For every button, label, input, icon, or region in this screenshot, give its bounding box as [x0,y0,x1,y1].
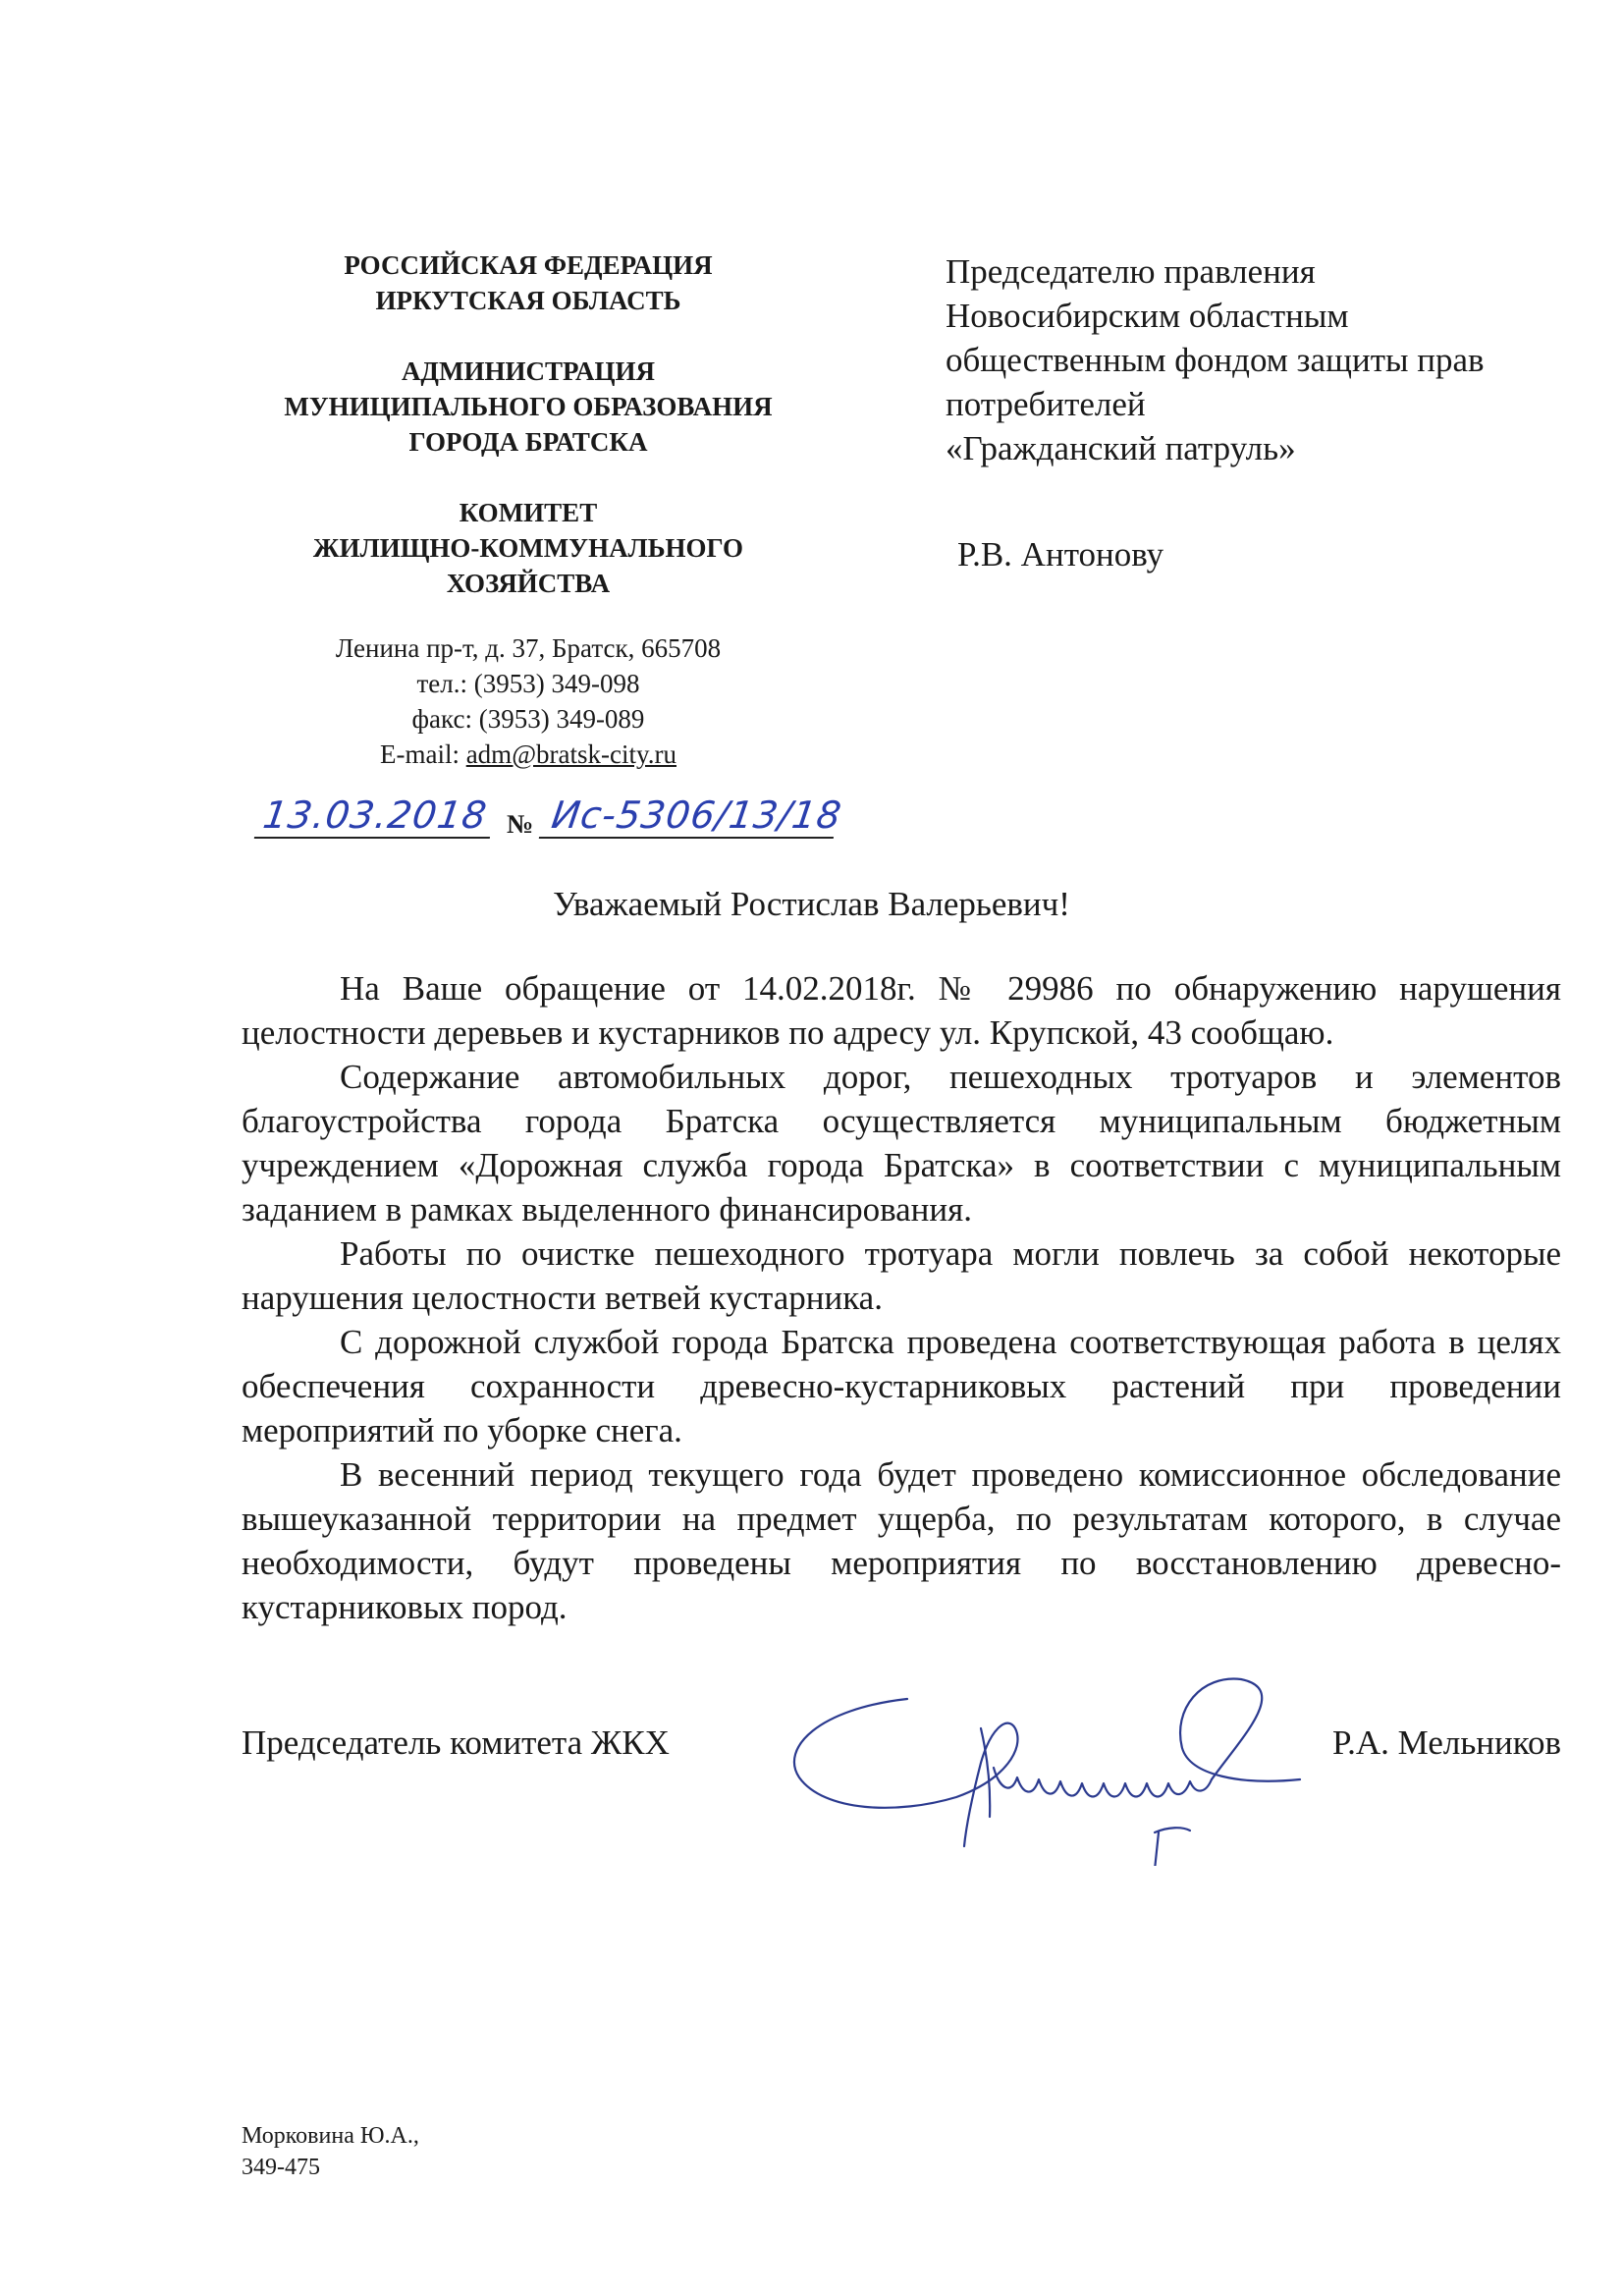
sender-committee-line: ХОЗЯЙСТВА [446,569,611,598]
signature-row [242,1721,1561,1838]
registration-number-sign: № [507,809,534,839]
registration-line [257,793,846,843]
salutation: Уважаемый Ростислав Валерьевич! [553,885,1070,923]
signatory-title: Председатель комитета ЖКХ [242,1723,670,1762]
sender-header [224,247,833,630]
body-paragraph: С дорожной службой города Братска проведена соответствующая работа в целях обеспечения сохранности древесно-кустарниковых растений при проведении мероприятий по уборке снега. [242,1323,1561,1449]
sender-country: РОССИЙСКАЯ ФЕДЕРАЦИЯ [344,250,713,280]
sender-administration-block [224,354,833,460]
sender-committee-block [224,495,833,601]
signer-name: Р.А. Мельников [1332,1723,1561,1762]
sender-administration-line: АДМИНИСТРАЦИЯ [401,356,656,386]
letter-body [242,966,1561,1629]
sender-country-block [224,247,833,318]
executor-note [242,2120,419,2183]
body-paragraph: Работы по очистке пешеходного тротуара могли повлечь за собой некоторые нарушения целостности ветвей кустарника. [242,1234,1561,1317]
recipient-block [946,249,1594,576]
executor-phone: 349-475 [242,2155,320,2180]
sender-committee-line: ЖИЛИЩНО-КОММУНАЛЬНОГО [312,533,744,563]
recipient-line: общественным фондом защиты прав [946,341,1485,379]
recipient-line: «Гражданский патруль» [946,429,1296,467]
sender-address: Ленина пр-т, д. 37, Братск, 665708 [335,633,722,663]
body-paragraph: В весенний период текущего года будет проведено комиссионное обследование вышеуказанной территории на предмет ущерба, по результатам которого, в случае необходимости, будут проведены мероприятия по восстановлению древесно-кустарниковых пород. [242,1455,1561,1626]
executor-name: Морковина Ю.А., [242,2123,419,2149]
recipient-name: Р.В. Антонову [957,535,1164,574]
sender-administration-line: ГОРОДА БРАТСКА [408,427,648,457]
recipient-line: потребителей [946,385,1146,423]
recipient-line: Новосибирским областным [946,297,1349,335]
sender-email-link[interactable]: adm@bratsk-city.ru [465,739,677,769]
sender-committee-line: КОМИТЕТ [459,498,598,527]
sender-email-label: E-mail: [379,739,466,769]
sender-region: ИРКУТСКАЯ ОБЛАСТЬ [375,286,681,315]
recipient-line: Председателю правления [946,252,1316,291]
handwritten-signature [780,1669,1329,1866]
sender-fax: факс: (3953) 349-089 [411,704,645,734]
registration-number: Ис-5306/13/18 [539,793,839,839]
sender-phone: тел.: (3953) 349-098 [416,669,640,698]
body-paragraph: Содержание автомобильных дорог, пешеходных тротуаров и элементов благоустройства города Братска осуществляется муниципальным бюджетным учреждением «Дорожная служба города Братска» в соответствии с муниципальным заданием в рамках выделенного финансирования. [242,1058,1561,1229]
registration-date: 13.03.2018 [254,793,496,839]
sender-contacts [224,630,833,772]
body-paragraph: На Ваше обращение от 14.02.2018г. № 29986 по обнаружению нарушения целостности деревьев и кустарников по адресу ул. Крупской, 43 сообщаю. [242,969,1561,1052]
sender-email-line [224,737,833,772]
sender-administration-line: МУНИЦИПАЛЬНОГО ОБРАЗОВАНИЯ [284,392,773,421]
